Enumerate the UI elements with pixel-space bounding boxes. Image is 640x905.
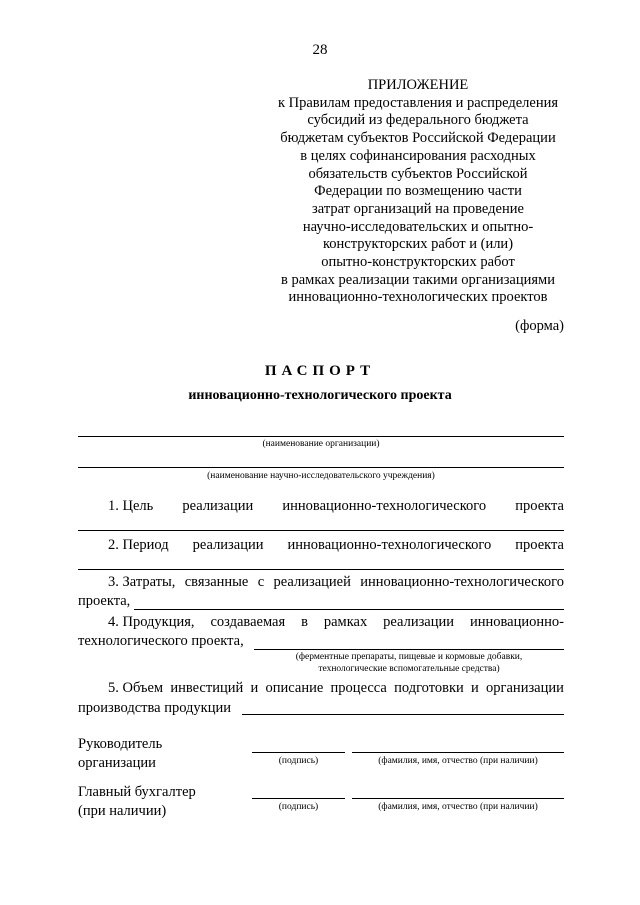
organization-name-field[interactable]: [78, 436, 564, 437]
head-label-line: Руководитель: [78, 736, 163, 752]
costs-item: [108, 574, 564, 591]
period-word: инновационно-технологического: [287, 537, 492, 553]
products-word: рамках: [323, 614, 368, 630]
costs-word: 3. Затраты,: [108, 574, 176, 590]
page-number: 28: [312, 42, 328, 58]
head-label: [78, 735, 162, 773]
products-word: реализации: [383, 614, 455, 630]
head-signature-field[interactable]: [252, 752, 345, 753]
products-word: 4. Продукция,: [108, 614, 195, 630]
head-fullname-field[interactable]: [352, 752, 564, 753]
period-word: реализации: [192, 537, 264, 553]
costs-word: реализацией: [273, 574, 351, 590]
investment-continuation: производства продукции: [78, 700, 231, 716]
investment-word: и: [471, 680, 479, 696]
investment-item: [108, 680, 564, 697]
accountant-signature-caption: (подпись): [278, 802, 319, 812]
accountant-fullname-caption: (фамилия, имя, отчество (при наличии): [378, 802, 538, 812]
appendix-line: бюджетам субъектов Российской Федерации: [280, 130, 556, 147]
investment-word: и: [250, 680, 259, 696]
appendix-line: субсидий из федерального бюджета: [307, 112, 529, 129]
period-word: проекта: [515, 537, 564, 553]
investment-field[interactable]: [242, 714, 564, 715]
appendix-line: научно-исследовательских и опытно-: [302, 218, 534, 235]
costs-word: с: [257, 574, 265, 590]
organization-caption: (наименование организации): [262, 439, 380, 449]
products-word: инновационно-: [469, 614, 564, 630]
investment-word: 5. Объем: [108, 680, 164, 696]
document-title: ПАСПОРТ: [264, 363, 376, 379]
period-word: 2. Период: [108, 537, 169, 553]
form-label: (форма): [515, 318, 564, 334]
document-subtitle: инновационно-технологического проекта: [188, 388, 452, 403]
investment-word: инвестиций: [170, 680, 244, 696]
costs-continuation: проекта,: [78, 593, 131, 609]
investment-word: процесса: [330, 680, 387, 696]
appendix-line: обязательств субъектов Российской: [308, 165, 528, 182]
appendix-line: в целях софинансирования расходных: [300, 147, 536, 164]
appendix-line: в рамках реализации такими организациями: [281, 271, 555, 288]
goal-word: инновационно-технологического: [282, 498, 487, 514]
period-item: [108, 537, 564, 554]
investment-word: описание: [265, 680, 324, 696]
costs-word: инновационно-технологического: [360, 574, 564, 590]
costs-field[interactable]: [134, 609, 564, 610]
head-label-line: организации: [78, 755, 156, 771]
products-word: создаваемая: [210, 614, 286, 630]
appendix-block: [268, 77, 568, 307]
head-fullname-caption: (фамилия, имя, отчество (при наличии): [378, 756, 538, 766]
accountant-signature-field[interactable]: [252, 798, 345, 799]
accountant-label-line: Главный бухгалтер: [78, 784, 196, 800]
investment-word: организации: [486, 680, 564, 696]
products-word: в: [301, 614, 308, 630]
appendix-line: опытно-конструкторских работ: [321, 254, 515, 271]
appendix-line: к Правилам предоставления и распределения: [277, 94, 559, 111]
products-field[interactable]: [254, 649, 564, 650]
appendix-line: затрат организаций на проведение: [312, 200, 524, 217]
goal-word: 1. Цель: [108, 498, 154, 514]
head-signature-caption: (подпись): [278, 756, 319, 766]
accountant-fullname-field[interactable]: [352, 798, 564, 799]
goal-field[interactable]: [78, 530, 564, 531]
appendix-line: Федерации по возмещению части: [314, 183, 522, 200]
products-continuation: технологического проекта,: [78, 633, 244, 649]
accountant-label-line: (при наличии): [78, 803, 167, 819]
products-caption-line: технологические вспомогательные средства): [318, 664, 500, 674]
costs-word: связанные: [184, 574, 249, 590]
accountant-label: [78, 783, 196, 821]
research-institution-field[interactable]: [78, 467, 564, 468]
period-field[interactable]: [78, 569, 564, 570]
products-caption-line: (ферментные препараты, пищевые и кормовые добавки,: [295, 652, 523, 662]
appendix-line: конструкторских работ и (или): [322, 236, 514, 253]
goal-word: реализации: [182, 498, 254, 514]
goal-word: проекта: [515, 498, 564, 514]
appendix-title: ПРИЛОЖЕНИЕ: [367, 77, 469, 93]
goal-item: [108, 498, 564, 515]
products-caption: [254, 651, 564, 675]
products-item: [108, 614, 564, 631]
research-institution-caption: (наименование научно-исследовательского учреждения): [207, 471, 435, 481]
appendix-line: инновационно-технологических проектов: [288, 289, 548, 306]
investment-word: подготовки: [394, 680, 464, 696]
